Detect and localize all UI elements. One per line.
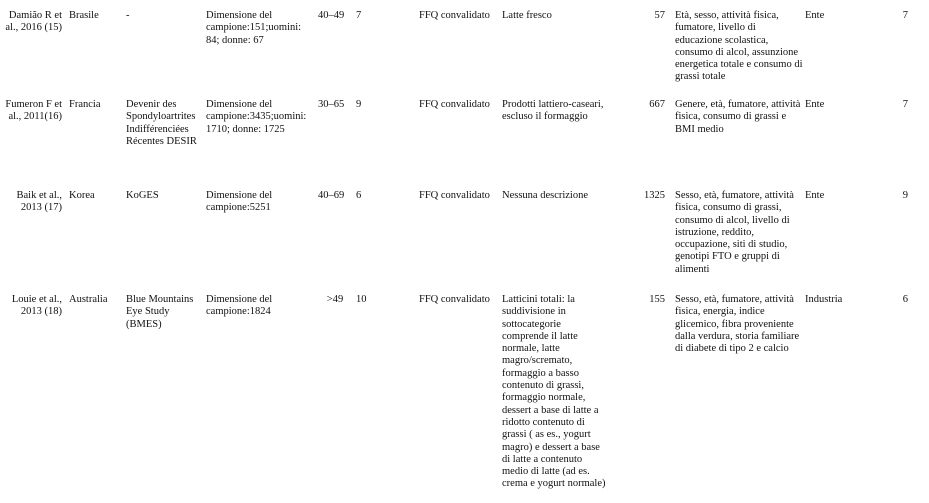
score-cell: 9: [902, 190, 908, 201]
score-cell: 6: [902, 294, 908, 305]
funding-cell: Ente: [805, 99, 825, 110]
author-cell: Baik et al., 2013 (17): [16, 190, 62, 214]
score-cell: 7: [902, 10, 908, 21]
study-cell: -: [126, 10, 130, 21]
funding-cell: Ente: [805, 10, 825, 21]
country-cell: Brasile: [69, 10, 99, 21]
number-cell: 9: [356, 99, 362, 110]
adjustment-cell: Sesso, età, fumatore, attività fisica, consumo di grassi, consumo di alcol, livello di istruzione, reddito, occupazione, siti di studio, genotipi FTO e gruppi di alimenti: [675, 190, 794, 275]
sample-cell: Dimensione del campione:3435;uomini: 1710; donne: 1725: [206, 99, 307, 135]
author-cell: Damião R et al., 2016 (15): [5, 10, 62, 34]
method-cell: FFQ convalidato: [419, 294, 490, 305]
age-cell: >49: [326, 294, 344, 305]
sample-cell: Dimensione del campione:151;uomini: 84; donne: 67: [206, 10, 302, 46]
score-cell: 7: [902, 99, 908, 110]
dairy-cell: Latticini totali: la suddivisione in sottocategorie comprende il latte normale, latte magro/scremato, formaggio a basso contenuto di grassi, formaggio normale, dessert a base di latte a ridotto contenuto di grassi ( as es., yogurt magro) e dessert a base di latte a contenuto medio di latte (ad es. crema e yogurt normale): [502, 294, 606, 490]
funding-cell: Industria: [805, 294, 843, 305]
adjustment-cell: Genere, età, fumatore, attività fisica, consumo di grassi e BMI medio: [675, 99, 801, 135]
funding-cell: Ente: [805, 190, 825, 201]
method-cell: FFQ convalidato: [419, 99, 490, 110]
number-cell: 7: [356, 10, 362, 21]
dairy-cell: Nessuna descrizione: [502, 190, 589, 201]
size-cell: 57: [654, 10, 665, 21]
age-cell: 40–69: [318, 190, 345, 201]
size-cell: 1325: [644, 190, 665, 201]
sample-cell: Dimensione del campione:5251: [206, 190, 273, 214]
sample-cell: Dimensione del campione:1824: [206, 294, 273, 318]
number-cell: 6: [356, 190, 362, 201]
size-cell: 667: [649, 99, 665, 110]
adjustment-cell: Sesso, età, fumatore, attività fisica, energia, indice glicemico, fibra proveniente dalla verdura, storia familiare di diabete di tipo 2 e calcio: [675, 294, 800, 355]
number-cell: 10: [356, 294, 367, 305]
size-cell: 155: [649, 294, 665, 305]
country-cell: Australia: [69, 294, 108, 305]
dairy-cell: Prodotti lattiero-caseari, escluso il formaggio: [502, 99, 604, 123]
study-cell: Devenir des Spondyloartrites Indifférenciées Récentes DESIR: [126, 99, 197, 147]
country-cell: Francia: [69, 99, 101, 110]
method-cell: FFQ convalidato: [419, 190, 490, 201]
study-cell: Blue Mountains Eye Study (BMES): [126, 294, 194, 330]
country-cell: Korea: [69, 190, 95, 201]
author-cell: Fumeron F et al., 2011(16): [5, 99, 62, 123]
adjustment-cell: Età, sesso, attività fisica, fumatore, livello di educazione scolastica, consumo di alcol, assunzione energetica totale e consumo di grassi totale: [675, 10, 803, 83]
method-cell: FFQ convalidato: [419, 10, 490, 21]
age-cell: 40–49: [318, 10, 345, 21]
study-cell: KoGES: [126, 190, 159, 201]
dairy-cell: Latte fresco: [502, 10, 552, 21]
age-cell: 30–65: [318, 99, 345, 110]
author-cell: Louie et al., 2013 (18): [11, 294, 62, 318]
